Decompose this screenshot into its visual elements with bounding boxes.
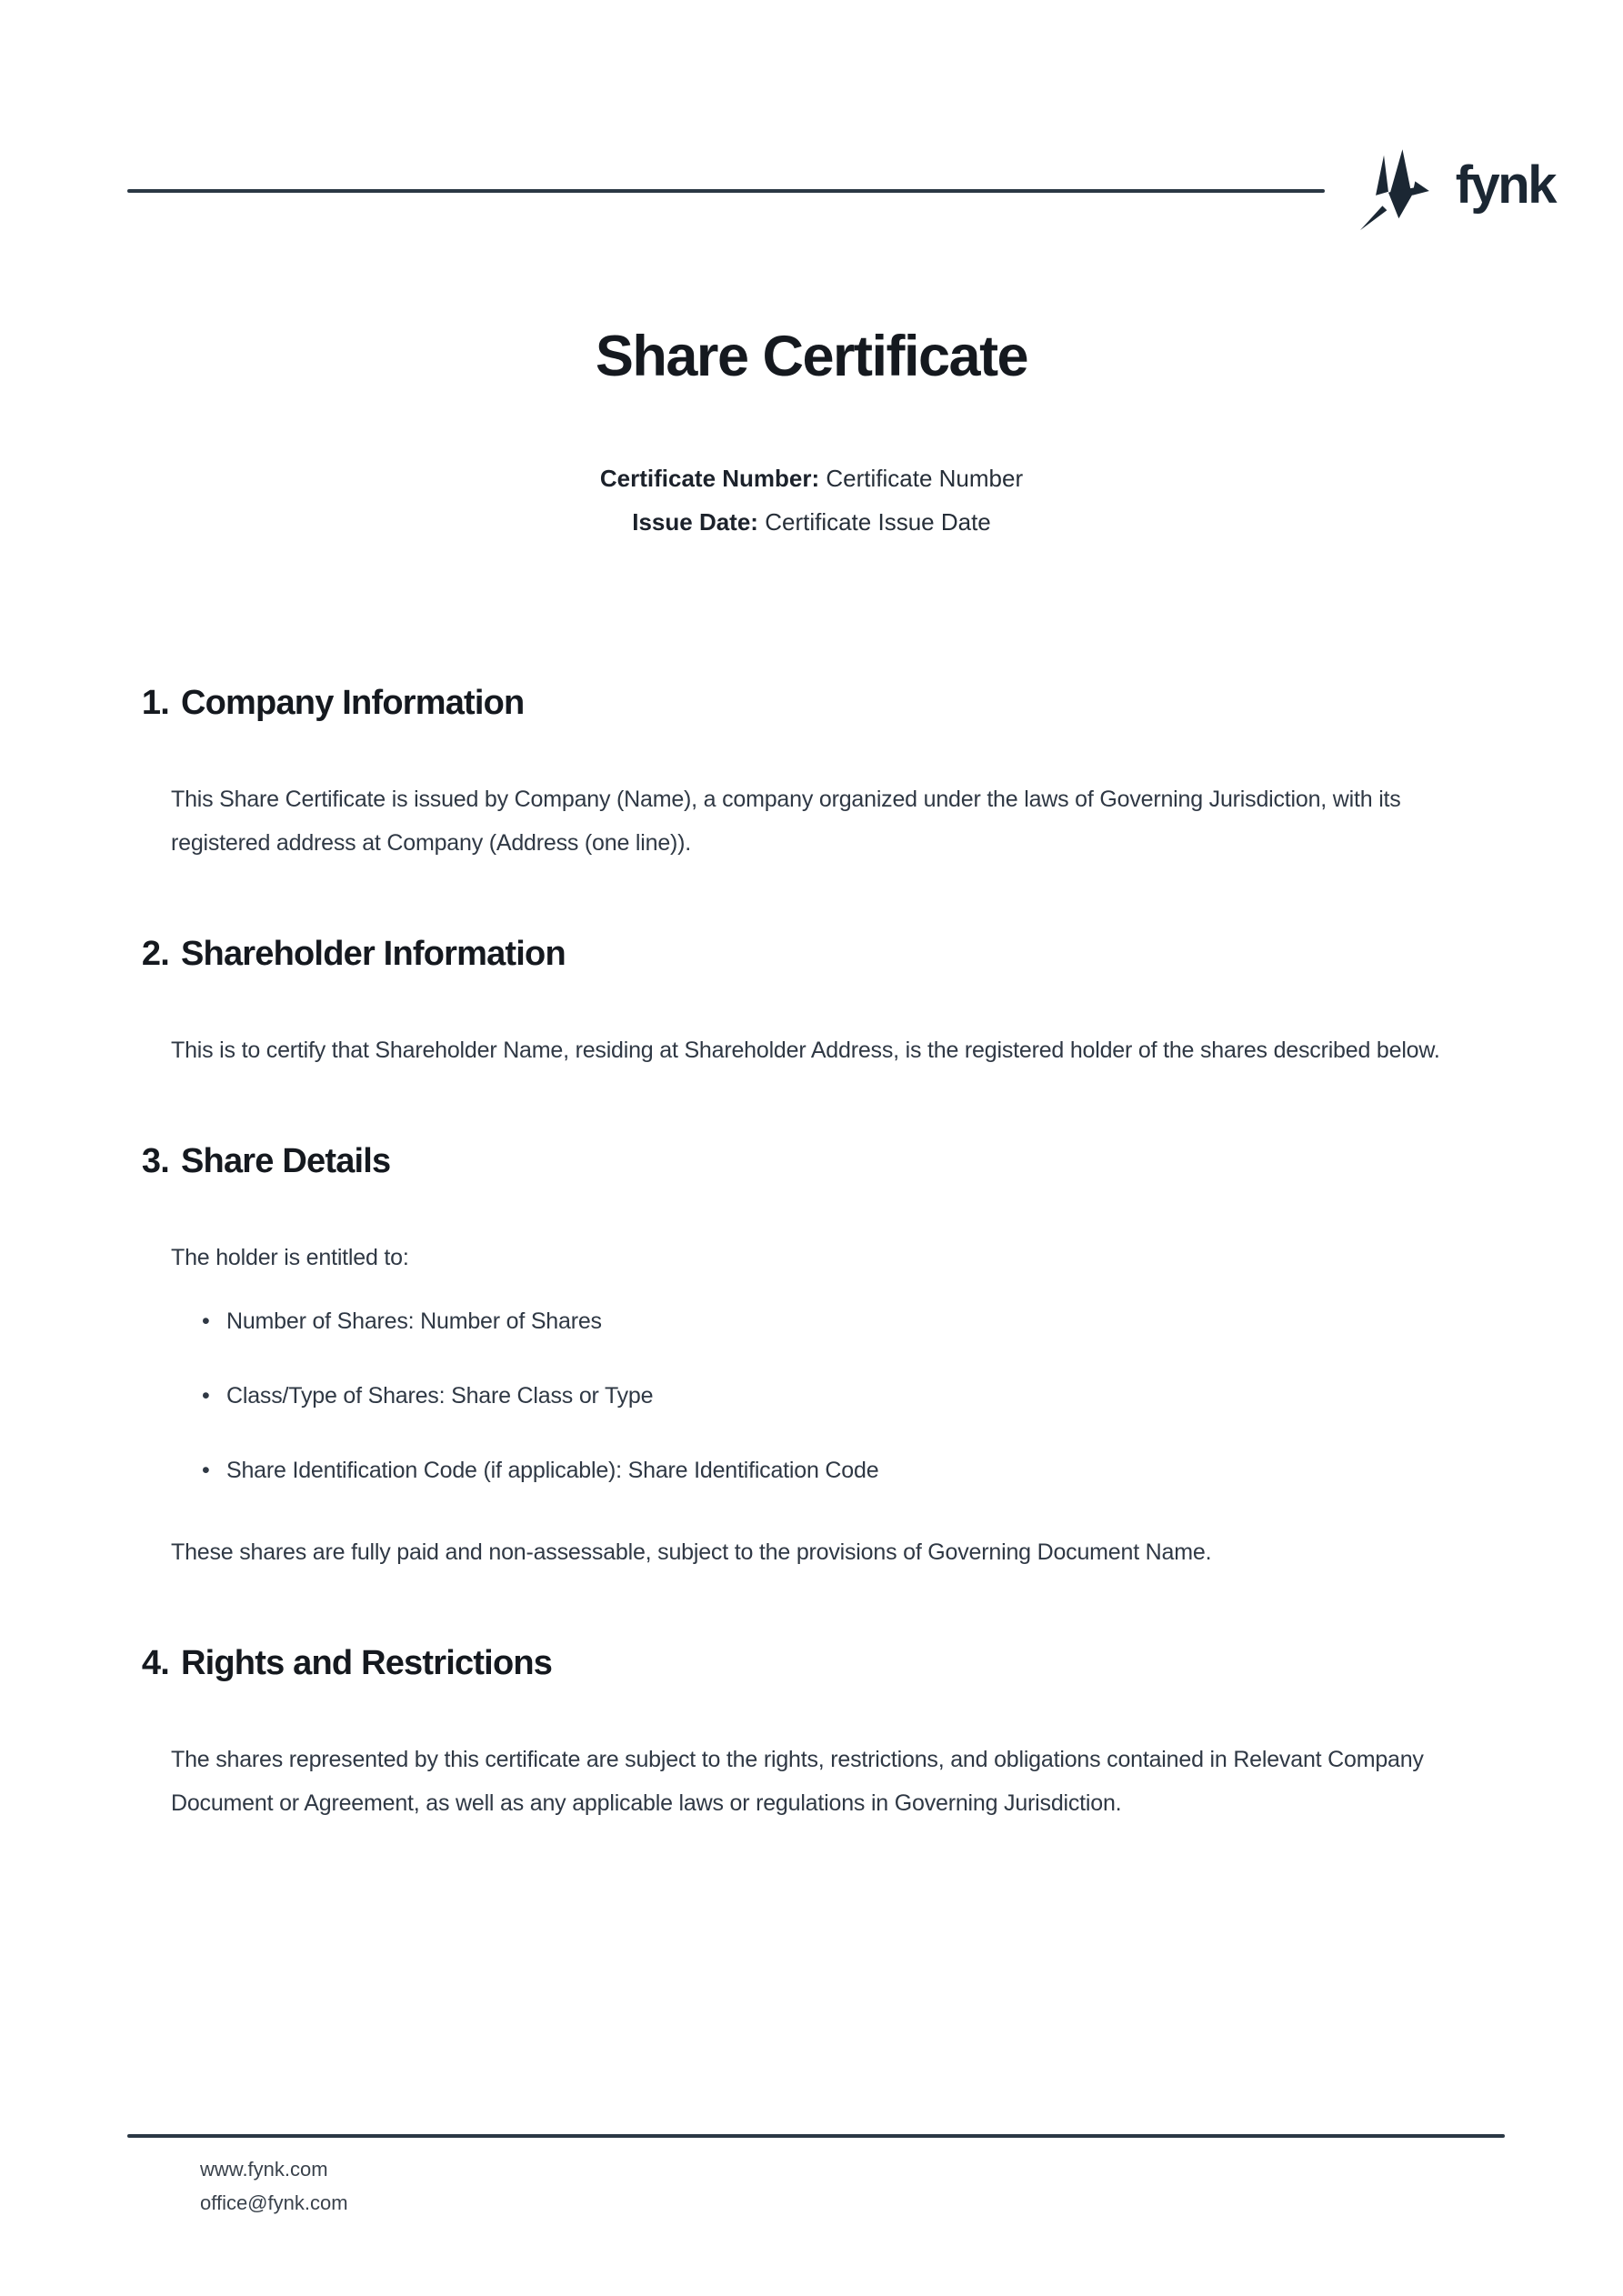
section-heading xyxy=(127,1643,1505,1683)
section-share-details xyxy=(127,1141,1505,1574)
section-title: Shareholder Information xyxy=(181,935,566,973)
page-title: Share Certificate xyxy=(595,325,1028,388)
list-item: • Class/Type of Shares: Share Class or Type xyxy=(202,1381,1505,1410)
section-number: 1. xyxy=(141,684,169,722)
origami-bird-icon xyxy=(1356,146,1445,236)
issue-date-value: Certificate Issue Date xyxy=(765,508,991,536)
section-heading xyxy=(127,1141,1505,1181)
section-shareholder-information xyxy=(127,934,1505,1072)
section-paragraph: This is to certify that Shareholder Name, residing at Shareholder Address, is the registered holder of the shares described below. xyxy=(171,1038,1440,1063)
footer-website-link[interactable]: www.fynk.com xyxy=(200,2158,328,2181)
fynk-wordmark: fynk xyxy=(1455,155,1555,215)
footer-links xyxy=(200,2152,1505,2220)
fynk-logo xyxy=(1356,146,1555,236)
certificate-meta xyxy=(0,456,1623,544)
footer-email-link[interactable]: office@fynk.com xyxy=(200,2191,348,2214)
section-heading xyxy=(127,934,1505,974)
certificate-number-line xyxy=(0,456,1623,500)
section-number: 3. xyxy=(141,1142,169,1180)
header-divider xyxy=(127,189,1325,193)
section-rights-and-restrictions xyxy=(127,1643,1505,1825)
section-number: 4. xyxy=(141,1644,169,1682)
issue-date-line xyxy=(0,500,1623,544)
section-company-information xyxy=(127,683,1505,865)
footer-divider xyxy=(127,2134,1505,2138)
section-number: 2. xyxy=(141,935,169,973)
document-header xyxy=(127,144,1555,238)
list-item: • Number of Shares: Number of Shares xyxy=(202,1307,1505,1336)
section-paragraph: This Share Certificate is issued by Company (Name), a company organized under the laws of Governing Jurisdiction, with its registered address at Company (Address (one line)). xyxy=(171,787,1401,856)
section-title: Company Information xyxy=(181,684,525,722)
section-paragraph: The shares represented by this certificate are subject to the rights, restrictions, and obligations contained in Relevant Company Document or Agreement, as well as any applicable laws or regulations in Governing Jurisdiction. xyxy=(171,1747,1424,1816)
document-body xyxy=(127,683,1505,1825)
certificate-number-label: Certificate Number: xyxy=(599,465,820,492)
section-paragraph: These shares are fully paid and non-assessable, subject to the provisions of Governing Document Name. xyxy=(171,1539,1212,1565)
section-heading xyxy=(127,683,1505,723)
section-title: Rights and Restrictions xyxy=(181,1644,553,1682)
section-title: Share Details xyxy=(181,1142,391,1180)
section-paragraph: The holder is entitled to: xyxy=(171,1245,409,1270)
list-item: • Share Identification Code (if applicable): Share Identification Code xyxy=(202,1456,1505,1485)
document-footer xyxy=(127,2134,1505,2220)
share-details-list xyxy=(127,1307,1505,1485)
certificate-number-value: Certificate Number xyxy=(826,465,1024,492)
issue-date-label: Issue Date: xyxy=(632,508,758,536)
